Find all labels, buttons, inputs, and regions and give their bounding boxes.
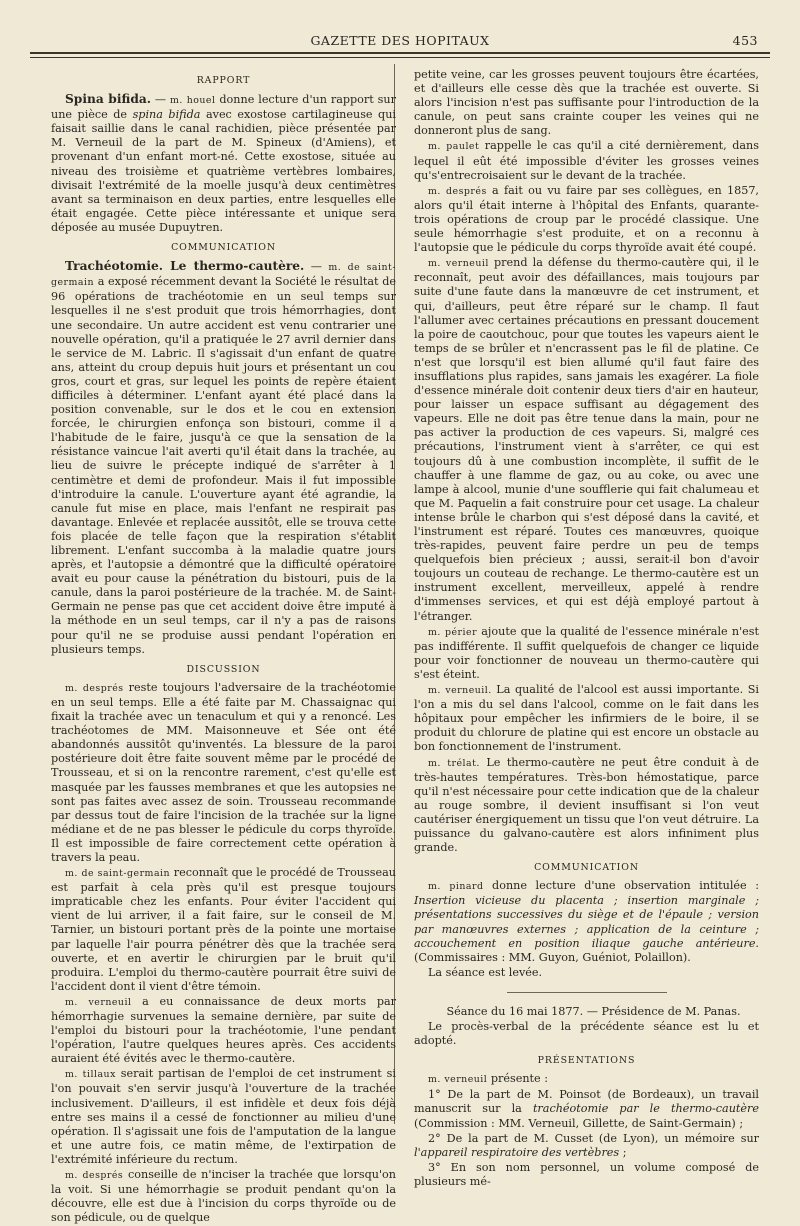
presentation-item — [414, 1161, 759, 1189]
paragraph-text: Le thermo-cautère ne peut être conduit à de très-hautes températures. Très-bon hémostatique, parce qu'il n'est nécessaire pour cette indication que de la chaleur au rouge sombre, il devient insuffisant si l'on veut cautériser énergiquement un tissu que l'on veut détruire. La puissance du galvano-cautère est alors infiniment plus grande. — [414, 755, 759, 855]
paragraph-discussion — [51, 1067, 396, 1167]
speaker-name: m. després — [65, 1170, 124, 1182]
section-heading-communication: COMMUNICATION — [171, 242, 276, 254]
paragraph-discussion — [51, 681, 396, 865]
paragraph-text: donne lecture d'une observation intitulée : — [483, 879, 759, 893]
paragraph-text: reste toujours l'adversaire de la trachéotomie en un seul temps. Elle a été faite par M. Chassaignac qui fixait la trachée avec un tenaculum et qui y a renoncé. Les trachéotomes de MM. Maisonneuve et Sée ont été abandonnés aussitôt qu'inventés. La blessure de la paroi postérieure doit être faite souvent même par le procédé de Trousseau, et si on la rencontre rarement, c'est qu'elle est masquée par les fausses membranes et que les autopsies ne sont pas faites avec assez de soin. Trousseau recommande par dessus tout de faire l'incision de la trachée sur la ligne médiane et de ne pas blesser le pédicule du corps thyroïde. Il est impossible de faire correctement cette opération à travers la peau. — [51, 680, 396, 864]
paragraph-text: a eu connaissance de deux morts par hémorrhagie survenues la semaine dernière, par suite de l'emploi du bistouri pour la trachéotomie, l'une pendant l'opération, l'autre quelques heures après. Ces accidents auraient été évités avec le thermo-cautère. — [51, 994, 396, 1066]
header-rule-thin — [30, 57, 770, 58]
paragraph-text: avec exostose cartilagineuse qui faisait saillie dans le canal rachidien, pièce présentée par M. Verneuil de la part de M. Spineux (d'Amiens), et provenant d'un enfant mort-né. Cette exostose, située au niveau des troisième et quatrième vertèbres lombaires, divisait l'extrémité de la moelle jusqu'à deux centimètres avant sa terminaison en deux parties, entre lesquelles elle était engagée. Cette pièce intéressante et unique sera déposée au musée Dupuytren. — [51, 108, 396, 234]
paragraph-discussion — [414, 184, 759, 255]
paragraph-text: (Commissaires : MM. Guyon, Guéniot, Polaillon). — [414, 950, 691, 964]
paragraph-text: a fait ou vu faire par ses collègues, en 1857, alors qu'il était interne à l'hôpital des Enfants, quarante-trois opérations de croup par le procédé classique. Une seule hémorrhagie s'est produite, et on a reconnu à l'autopsie que le pédicule du corps thyroïde avait été coupé. — [414, 183, 759, 255]
italic-title: Insertion vicieuse du placenta ; insertion marginale ; présentations successives du siège et de l'épaule ; version par manœuvres externes ; application de la ceinture ; accouchement en position iliaque gauche antérieure. — [414, 894, 759, 950]
proces-verbal-line: Le procès-verbal de la précédente séance est lu et adopté. — [414, 1020, 759, 1048]
right-column — [414, 68, 759, 1190]
header-rule-thick — [30, 52, 770, 54]
rubric-tracheotomie: Trachéotomie. Le thermo-cautère. — [65, 259, 305, 274]
speaker-name: m. verneuil — [65, 996, 132, 1008]
speaker-name: m. pinard — [428, 881, 484, 893]
speaker-name: m. després — [65, 682, 124, 694]
section-heading-communication: COMMUNICATION — [534, 862, 639, 874]
item-text: ; — [619, 1145, 627, 1159]
speaker-name: m. tillaux — [65, 1069, 116, 1081]
paragraph-text: rappelle le cas qu'il a cité dernièrement, dans lequel il eût été impossible d'éviter les grosses veines qu's'entrecroisaient sur le devant de la trachée. — [414, 139, 760, 182]
journal-title: GAZETTE DES HOPITAUX — [310, 33, 490, 48]
section-heading-discussion: DISCUSSION — [186, 663, 261, 675]
paragraph-text: conseille de n'inciser la trachée que lorsqu'on la voit. Si une hémorrhagie se produit pendant qu'on la découvre, elle est due à l'incision du corps thyroïde ou de son pédicule, ou de quelque — [51, 1168, 396, 1225]
paragraph-discussion — [51, 1168, 396, 1225]
paragraph-continuation: petite veine, car les grosses peuvent toujours être écartées, et d'ailleurs elle cesse dès que la trachée est ouverte. Si alors l'incision n'est pas suffisante pour l'introduction de la canule, on peut sans crainte couper les veines qui ne donneront plus de sang. — [414, 68, 759, 138]
speaker-name: m. després — [428, 185, 487, 197]
paragraph-text: présente : — [487, 1072, 548, 1086]
paragraph-discussion — [414, 683, 759, 754]
paragraph-pinard — [414, 879, 759, 965]
paragraph-spina-bifida: Spina bifida. — m. houel donne lecture d'un rapport sur une pièce de spina bifida avec exostose cartilagineuse qui faisait saillie dans le canal rachidien, pièce présentée par M. Verneuil de la part de M. Spineux (d'Amiens), et provenant d'un enfant mort-né. Cette exostose, située au niveau des troisième et quatrième vertèbres lombaires, divisait l'extrémité de la moelle jusqu'à deux centimètres avant sa terminaison en deux parties, entre lesquelles elle était engagée. Cette pièce intéressante et unique sera déposée au musée Dupuytren. — [51, 92, 396, 234]
paragraph-discussion — [414, 139, 759, 182]
seance-line: Séance du 16 mai 1877. — Présidence de M. Panas. — [446, 1004, 741, 1018]
italic-text: spina bifida — [132, 108, 201, 122]
section-separator — [507, 992, 667, 993]
paragraph-text: serait partisan de l'emploi de cet instrument si l'on pouvait s'en servir jusqu'à l'ouverture de la trachée inclusivement. D'ailleurs, il est infidèle et deux fois déjà entre ses mains il a cessé de fonctionner au milieu d'une opération. Il s'agissait une fois de l'amputation de la langue et une autre fois, ce matin même, de l'extirpation de l'extrémité inférieure du rectum. — [51, 1067, 396, 1166]
paragraph-discussion — [414, 256, 759, 623]
paragraph-text: a exposé récemment devant la Société le résultat de 96 opérations de trachéotomie en un seul temps sur lesquelles il ne s'est produit que trois hémorrhagies, dont une secondaire. Un autre accident est venu contrarier une nouvelle opération, qu'il a pratiquée le 27 avril dernier dans le service de M. Labric. Il s'agissait d'un enfant de quatre ans, atteint du croup depuis huit jours et présentant un cou gros, court et gras, sur lequel les points de repère étaient difficiles à déterminer. L'enfant ayant été placé dans la position convenable, sur le dos et le cou en extension forcée, le chirurgien enfonça son bistouri, comme il a l'habitude de le faire, jusqu'à ce que la sensation de la résistance vaincue l'ait averti qu'il était dans la trachée, au lieu de suivre le précepte indiqué de s'arrêter à 1 centimètre et demi de profondeur. Mais il fut impossible d'introduire la canule. L'ouverture ayant été agrandie, la canule fut mise en place, mais l'enfant ne respirait pas davantage. Enlevée et replacée aussitôt, elle se trouva cette fois placée de telle façon que la respiration s'établit librement. L'enfant succomba à la maladie quatre jours après, et l'autopsie a démontré que la difficulté opératoire avait eu pour cause la pénétration du bistouri, puis de la canule, dans la paroi postérieure de la trachée. M. de Saint-Germain ne pense pas que cet accident doive être imputé à la méthode en un seul temps, car il n'y a pas de raisons pour qu'il ne se produise aussi pendant l'opération en plusieurs temps. — [51, 275, 396, 656]
paragraph-text: prend la défense du thermo-cautère qui, il le reconnaît, peut avoir des défaillances, mais toujours par suite d'une faute dans la manœuvre de cet instrument, et qui, d'ailleurs, peut être réparé sur le champ. Il faut l'allumer avec certaines précautions en pressant doucement la poire de caoutchouc, pour que toutes les vapeurs aient le temps de se brûler et n'encrassent pas le fil de platine. Ce n'est que lorsqu'il est bien allumé qu'il faut faire des insufflations plus rapides, sans jamais les exagérer. La fiole d'essence minérale doit contenir deux tiers d'air en hauteur, pour laisser un espace suffisant au dégagement des vapeurs. Elle ne doit pas être tenue dans la main, pour ne pas activer la production de ces vapeurs. Si, malgré ces précautions, l'instrument vient à s'arrêter, ce qui est toujours dû à une combustion incomplète, il suffit de le chauffer à une flamme de gaz, ou au coke, ou avec une lampe à alcool, munie d'une soufflerie qui fait chalumeau et que M. Paquelin a fait construire pour cet usage. La chaleur intense brûle le charbon qui s'est déposé dans la cavité, et l'instrument est réparé. Toutes ces manœuvres, quoique très-rapides, peuvent faire perdre un peu de temps quelquefois bien précieux ; aussi, serait-il bon d'avoir toujours un couteau de rechange. Le thermo-cautère est un instrument excellent, merveilleux, appelé à rendre d'immenses services, et qui est déjà employé partout à l'étranger. — [414, 256, 759, 623]
paragraph-text: reconnaît que le procédé de Trousseau est parfait à cela près qu'il est presque toujours impraticable chez les enfants. Pour éviter l'accident qui vient de lui arriver, il a fait faire, sur le conseil de M. Tarnier, un bistouri portant près de la pointe une mortaise par laquelle l'air pourra pénétrer dès que la trachée sera ouverte, et en avertir le chirurgien par le bruit qu'il produira. L'emploi du thermo-cautère pourrait être suivi de l'accident dont il vient d'être témoin. — [51, 866, 396, 993]
item-text: 2° De la part de M. Cusset (de Lyon), un mémoire sur — [428, 1131, 759, 1145]
presentation-item — [414, 1132, 759, 1160]
rubric-spina-bifida: Spina bifida. — [65, 92, 151, 107]
speaker-name: m. verneuil. — [428, 685, 492, 697]
item-text: 3° En son nom personnel, un volume composé de plusieurs mé- — [414, 1160, 759, 1188]
speaker-name: m. de saint-germain — [65, 868, 171, 880]
item-text: 1° De la part de M. Poinsot (de Bordeaux), un travail manuscrit sur la — [414, 1088, 759, 1116]
item-text: (Commission : MM. Verneuil, Gillette, de Saint-Germain) ; — [414, 1116, 744, 1130]
paragraph-discussion — [414, 625, 759, 682]
paragraph-text: ajoute que la qualité de l'essence minérale n'est pas indifférente. Il suffit quelquefois de changer ce liquide pour voir fonctionner de nouveau un thermo-cautère qui s'est éteint. — [414, 624, 759, 681]
paragraph-discussion — [414, 756, 759, 856]
paragraph-discussion — [51, 995, 396, 1066]
paragraph-discussion — [51, 866, 396, 994]
paragraph-tracheotomie: Trachéotomie. Le thermo-cautère. — m. de saint-germain a exposé récemment devant la Société le résultat de 96 opérations de trachéotomie en un seul temps sur lesquelles il ne s'est produit que trois hémorrhagies, dont une secondaire. Un autre accident est venu contrarier une nouvelle opération, qu'il a pratiquée le 27 avril dernier dans le service de M. Labric. Il s'agissait d'un enfant de quatre ans, atteint du croup depuis huit jours et présentant un cou gros, court et gras, sur lequel les points de repère étaient difficiles à déterminer. L'enfant ayant été placé dans la position convenable, sur le dos et le cou en extension forcée, le chirurgien enfonça son bistouri, comme il a l'habitude de le faire, jusqu'à ce que la sensation de la résistance vaincue l'ait averti qu'il était dans la trachée, au lieu de suivre le précepte indiqué de s'arrêter à 1 centimètre et demi de profondeur. Mais il fut impossible d'introduire la canule. L'ouverture ayant été agrandie, la canule fut mise en place, mais l'enfant ne respirait pas davantage. Enlevée et replacée aussitôt, elle se trouva cette fois placée de telle façon que la respiration s'établit librement. L'enfant succomba à la maladie quatre jours après, et l'autopsie a démontré que la difficulté opératoire avait eu pour cause la pénétration du bistouri, puis de la canule, dans la paroi postérieure de la trachée. M. de Saint-Germain ne pense pas que cet accident doive être imputé à la méthode en un seul temps, car il n'y a pas de raisons pour qu'il ne se produise aussi pendant l'opération en plusieurs temps. — [51, 259, 396, 656]
speaker-name: m. verneuil — [428, 258, 489, 270]
item-italic: l'appareil respiratoire des vertèbres — [414, 1145, 620, 1159]
speaker-name: m. paulet — [428, 141, 480, 153]
speaker-name: m. houel — [170, 95, 216, 107]
paragraph-text: La qualité de l'alcool est aussi importante. Si l'on a mis du sel dans l'alcool, comme on le fait dans les hôpitaux pour empêcher les infirmiers de le boire, il se produit du chlorure de platine qui est encore un obstacle au bon fonctionnement de l'instrument. — [414, 683, 759, 754]
presentations-intro — [414, 1072, 759, 1087]
page-header — [30, 30, 770, 52]
section-heading-rapport: RAPPORT — [196, 75, 251, 86]
speaker-name: m. trélat. — [428, 757, 480, 769]
speaker-name: m. périer — [428, 626, 478, 638]
speaker-name: m. verneuil — [428, 1074, 488, 1086]
speaker-name: m. de saint-germain — [51, 262, 396, 289]
closing-line: La séance est levée. — [428, 965, 543, 979]
paragraph-text: donne lecture d'un rapport sur une pièce de — [51, 93, 396, 122]
section-heading-presentations: PRÉSENTATIONS — [537, 1055, 636, 1067]
presentation-item — [414, 1088, 759, 1130]
left-column — [51, 68, 396, 1226]
page-number: 453 — [732, 33, 758, 48]
item-italic: trachéotomie par le thermo-cautère — [532, 1102, 759, 1116]
